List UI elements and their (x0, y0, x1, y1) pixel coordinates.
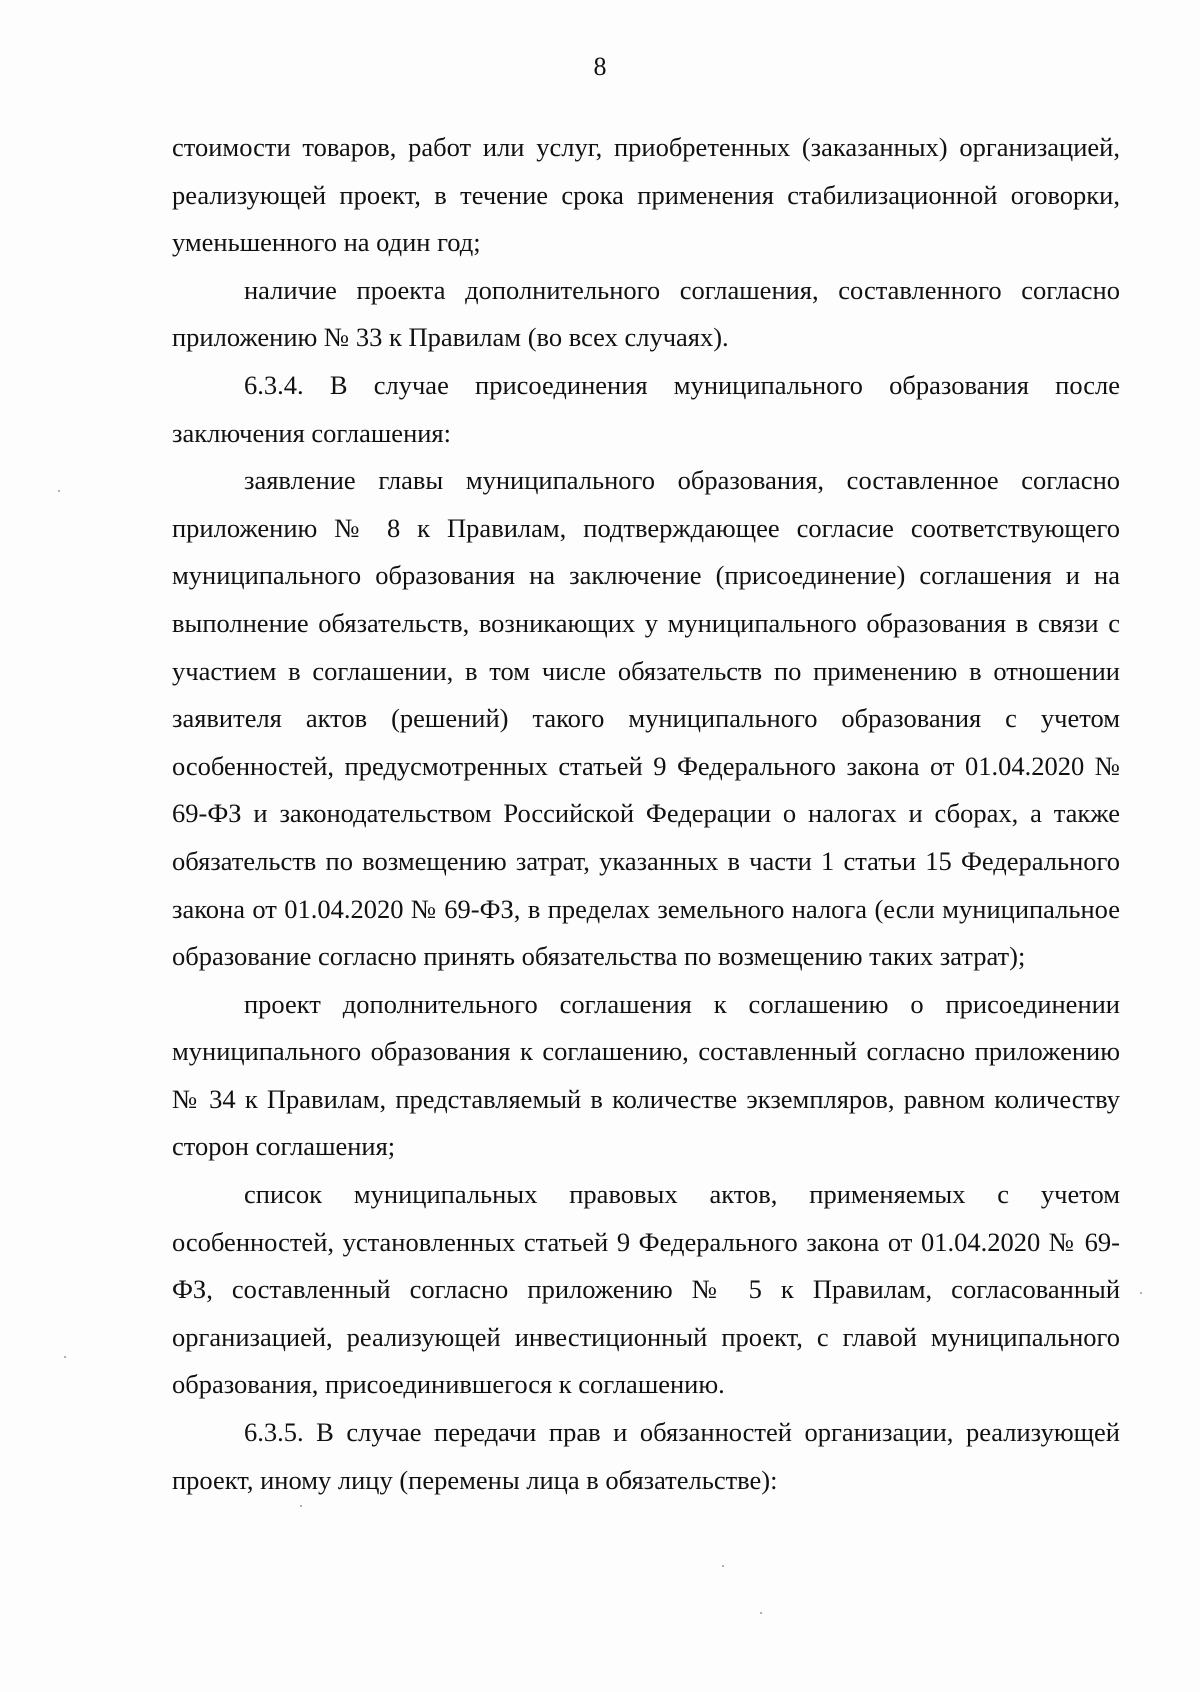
scan-speck (64, 1356, 66, 1358)
scan-speck (1140, 1292, 1142, 1294)
paragraph-head-statement: заявление главы муниципального образования, составленное согласно приложению № 8 к Правилам, подтверждающее согласие соответствующего муниципального образования на заключение (присоединение) соглашения и на выполнение обязательств, возникающих у муниципального образования в связи с участием в соглашении, в том числе обязательств по применению в отношении заявителя актов (решений) такого муниципального образования с учетом особенностей, предусмотренных статьей 9 Федерального закона от 01.04.2020 № 69-ФЗ и законодательством Российской Федерации о налогах и сборах, а также обязательств по возмещению затрат, указанных в части 1 статьи 15 Федерального закона от 01.04.2020 № 69-ФЗ, в пределах земельного налога (если муниципальное образование согласно принять обязательства по возмещению таких затрат); (172, 465, 1120, 972)
paragraph-draft-agreement: проект дополнительного соглашения к соглашению о присоединении муниципального образования к соглашению, составленный согласно приложению № 34 к Правилам, представляемый в количестве экземпляров, равном количеству сторон соглашения; (172, 988, 1120, 1162)
scan-speck (760, 1612, 762, 1614)
scan-speck (58, 490, 60, 492)
paragraph-legal-acts-list: список муниципальных правовых актов, применяемых с учетом особенностей, установленных статьей 9 Федерального закона от 01.04.2020 № 69-ФЗ, составленный согласно приложению № 5 к Правилам, согласованный организацией, реализующей инвестиционный проект, с главой муниципального образования, присоединившегося к соглашению. (172, 1179, 1120, 1400)
paragraph-section-6-3-4: 6.3.4. В случае присоединения муниципального образования после заключения соглашения: (172, 369, 1120, 448)
paragraph-additional-agreement: наличие проекта дополнительного соглашения, составленного согласно приложению № 33 к Правилам (во всех случаях). (172, 274, 1120, 353)
page-number: 8 (593, 52, 607, 81)
document-body (172, 124, 1120, 1504)
paragraph-continuation: стоимости товаров, работ или услуг, приобретенных (заказанных) организацией, реализующей проект, в течение срока применения стабилизационной оговорки, уменьшенного на один год; (172, 132, 1120, 258)
scan-speck (722, 1565, 724, 1567)
paragraph-section-6-3-5: 6.3.5. В случае передачи прав и обязанностей организации, реализующей проект, иному лицу (перемены лица в обязательстве): (172, 1417, 1120, 1495)
scan-speck (300, 1505, 302, 1507)
